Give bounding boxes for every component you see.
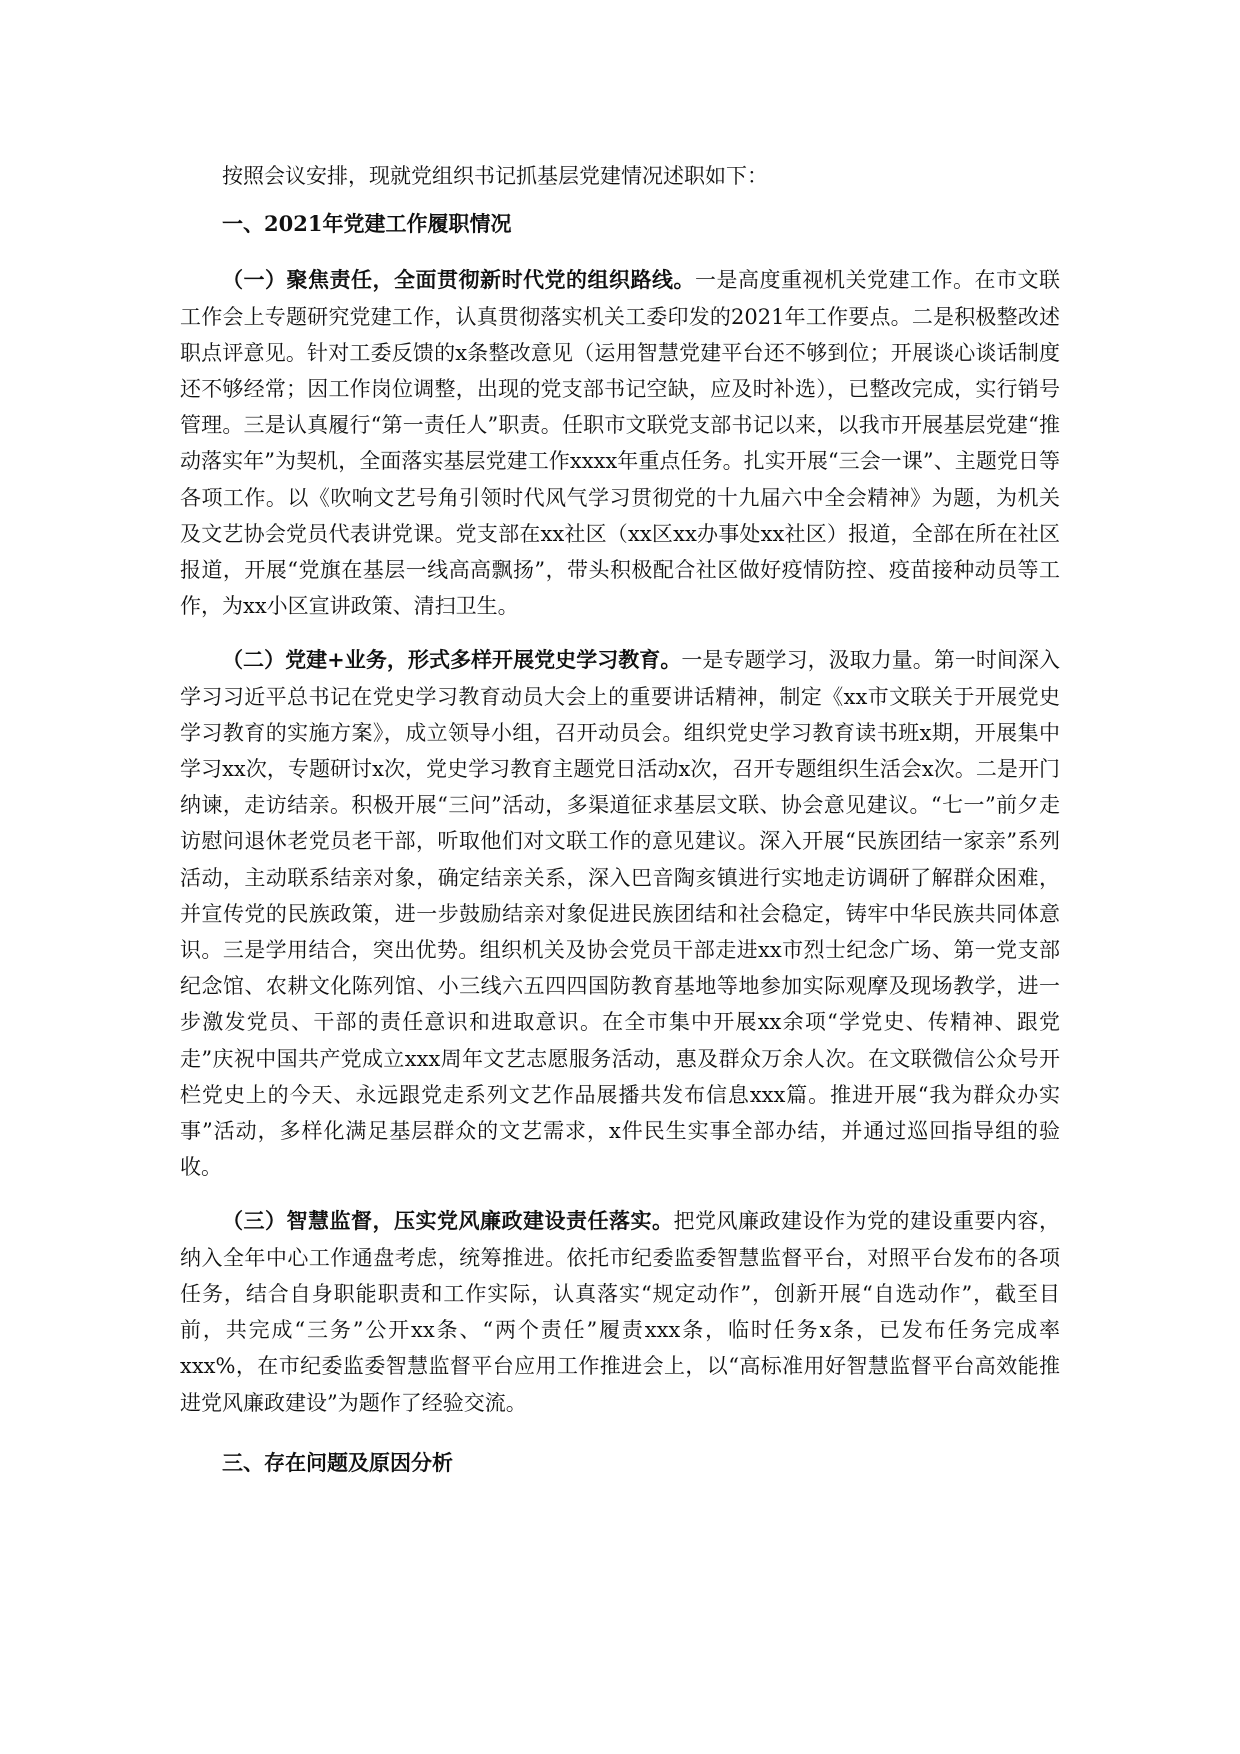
section-2-lead: （二）党建+业务，形式多样开展党史学习教育。	[222, 647, 682, 673]
section-1-body: 一是高度重视机关党建工作。在市文联工作会上专题研究党建工作，认真贯彻落实机关工委印发的2021年工作要点。二是积极整改述职点评意见。针对工委反馈的x条整改意见（运用智慧党建平台还不够到位；开展谈心谈话制度还不够经常；因工作岗位调整，出现的党支部书记空缺，应及时补选），已整改完成，实行销号管理。三是认真履行“第一责任人”职责。任职市文联党支部书记以来，以我市开展基层党建“推动落实年”为契机，全面落实基层党建工作xxxx年重点任务。扎实开展“三会一课”、主题党日等各项工作。以《吹响文艺号角引领时代风气学习贯彻党的十九届六中全会精神》为题，为机关及文艺协会党员代表讲党课。党支部在xx社区（xx区xx办事处xx社区）报道，全部在所在社区报道，开展“党旗在基层一线高高飘扬”，带头积极配合社区做好疫情防控、疫苗接种动员等工作，为xx小区宣讲政策、清扫卫生。	[180, 268, 1060, 619]
section-2-paragraph	[180, 642, 1060, 1185]
section-heading-1: 一、2021年党建工作履职情况	[222, 211, 512, 237]
section-1-lead: （一）聚焦责任，全面贯彻新时代党的组织路线。	[222, 267, 695, 293]
section-heading-3: 三、存在问题及原因分析	[222, 1449, 453, 1475]
section-3-body: 把党风廉政建设作为党的建设重要内容，纳入全年中心工作通盘考虑，统筹推进。依托市纪委监委智慧监督平台，对照平台发布的各项任务，结合自身职能职责和工作实际，认真落实“规定动作”，创新开展“自选动作”，截至目前，共完成“三务”公开xx条、“两个责任”履责xxx条，临时任务x条，已发布任务完成率xxx%，在市纪委监委智慧监督平台应用工作推进会上，以“高标准用好智慧监督平台高效能推进党风廉政建设”为题作了经验交流。	[180, 1209, 1060, 1415]
document-body	[180, 158, 1060, 1481]
section-3-paragraph	[180, 1203, 1060, 1420]
intro-paragraph: 按照会议安排，现就党组织书记抓基层党建情况述职如下：	[222, 164, 768, 188]
section-3-lead: （三）智慧监督，压实党风廉政建设责任落实。	[222, 1208, 674, 1234]
section-1-paragraph	[180, 262, 1060, 624]
section-2-body: 一是专题学习，汲取力量。第一时间深入学习习近平总书记在党史学习教育动员大会上的重要讲话精神，制定《xx市文联关于开展党史学习教育的实施方案》，成立领导小组，召开动员会。组织党史学习教育读书班x期，开展集中学习xx次，专题研讨x次，党史学习教育主题党日活动x次，召开专题组织生活会x次。二是开门纳谏，走访结亲。积极开展“三问”活动，多渠道征求基层文联、协会意见建议。“七一”前夕走访慰问退休老党员老干部，听取他们对文联工作的意见建议。深入开展“民族团结一家亲”系列活动，主动联系结亲对象，确定结亲关系，深入巴音陶亥镇进行实地走访调研了解群众困难，并宣传党的民族政策，进一步鼓励结亲对象促进民族团结和社会稳定，铸牢中华民族共同体意识。三是学用结合，突出优势。组织机关及协会党员干部走进xx市烈士纪念广场、第一党支部纪念馆、农耕文化陈列馆、小三线六五四四国防教育基地等地参加实际观摩及现场教学，进一步激发党员、干部的责任意识和进取意识。在全市集中开展xx余项“学党史、传精神、跟党走”庆祝中国共产党成立xxx周年文艺志愿服务活动，惠及群众万余人次。在文联微信公众号开栏党史上的今天、永远跟党走系列文艺作品展播共发布信息xxx篇。推进开展“我为群众办实事”活动，多样化满足基层群众的文艺需求，x件民生实事全部办结，并通过巡回指导组的验收。	[180, 648, 1060, 1180]
